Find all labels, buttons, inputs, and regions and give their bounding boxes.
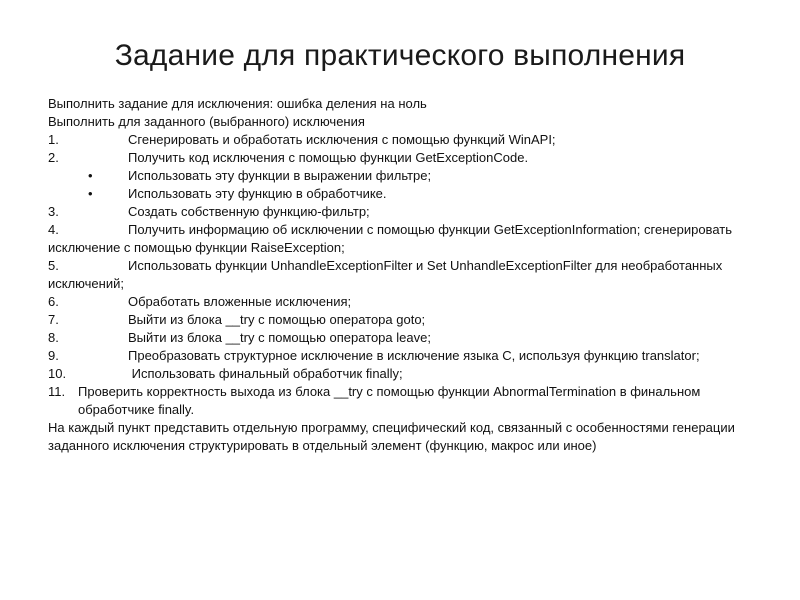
list-text: Получить информацию об исключении с помощью функции GetExceptionInformation; сгенерировать исключение с помощью функции RaiseException; bbox=[48, 222, 732, 255]
list-item-7 bbox=[48, 311, 753, 329]
list-text: Преобразовать структурное исключение в исключение языка С, используя функцию translator; bbox=[128, 348, 700, 363]
list-text: Проверить корректность выхода из блока __try с помощью функции AbnormalTermination в финальном обработчике finally. bbox=[78, 384, 701, 417]
list-item-6 bbox=[48, 293, 753, 311]
list-number: 1. bbox=[48, 132, 59, 147]
list-text: Выйти из блока __try с помощью оператора leave; bbox=[128, 330, 431, 345]
sub-item-1 bbox=[48, 167, 753, 185]
list-text: Сгенерировать и обработать исключения с помощью функций WinAPI; bbox=[128, 132, 556, 147]
list-number: 5. bbox=[48, 258, 59, 273]
list-number: 6. bbox=[48, 294, 59, 309]
list-number: 2. bbox=[48, 150, 59, 165]
list-item-3 bbox=[48, 203, 753, 221]
list-number: 11. bbox=[48, 384, 66, 399]
list-item-11 bbox=[48, 383, 753, 419]
intro-line-1: Выполнить задание для исключения: ошибка деления на ноль bbox=[48, 96, 427, 111]
list-text: Использовать эту функции в выражении фильтре; bbox=[128, 168, 432, 183]
closing-paragraph: На каждый пункт представить отдельную программу, специфический код, связанный с особенностями генерации заданного исключения структурировать в отдельный элемент (функцию, макрос или иное) bbox=[48, 420, 735, 453]
slide-content bbox=[48, 95, 753, 455]
list-number: 7. bbox=[48, 312, 59, 327]
list-item-2 bbox=[48, 149, 753, 167]
list-text: Использовать финальный обработчик finally; bbox=[128, 366, 403, 381]
list-number: 4. bbox=[48, 222, 59, 237]
list-item-4 bbox=[48, 221, 753, 257]
slide-title: Задание для практического выполнения bbox=[114, 39, 686, 72]
list-item-10 bbox=[48, 365, 753, 383]
list-text: Выйти из блока __try с помощью оператора goto; bbox=[128, 312, 426, 327]
list-text: Использовать эту функцию в обработчике. bbox=[128, 186, 387, 201]
list-number: 9. bbox=[48, 348, 59, 363]
list-item-9 bbox=[48, 347, 753, 365]
list-number: 8. bbox=[48, 330, 59, 345]
list-text: Использовать функции UnhandleExceptionFilter и Set UnhandleExceptionFilter для необработанных исключений; bbox=[48, 258, 723, 291]
list-item-8 bbox=[48, 329, 753, 347]
list-number: 3. bbox=[48, 204, 59, 219]
list-text: Обработать вложенные исключения; bbox=[128, 294, 352, 309]
sub-item-2 bbox=[48, 185, 753, 203]
list-item-5 bbox=[48, 257, 753, 293]
list-item-1 bbox=[48, 131, 753, 149]
bullet-icon: • bbox=[88, 168, 93, 183]
bullet-icon: • bbox=[88, 186, 93, 201]
list-text: Создать собственную функцию-фильтр; bbox=[128, 204, 370, 219]
list-number: 10. bbox=[48, 366, 67, 381]
intro-line-2: Выполнить для заданного (выбранного) исключения bbox=[48, 114, 365, 129]
list-text: Получить код исключения с помощью функции GetExceptionCode. bbox=[128, 150, 529, 165]
